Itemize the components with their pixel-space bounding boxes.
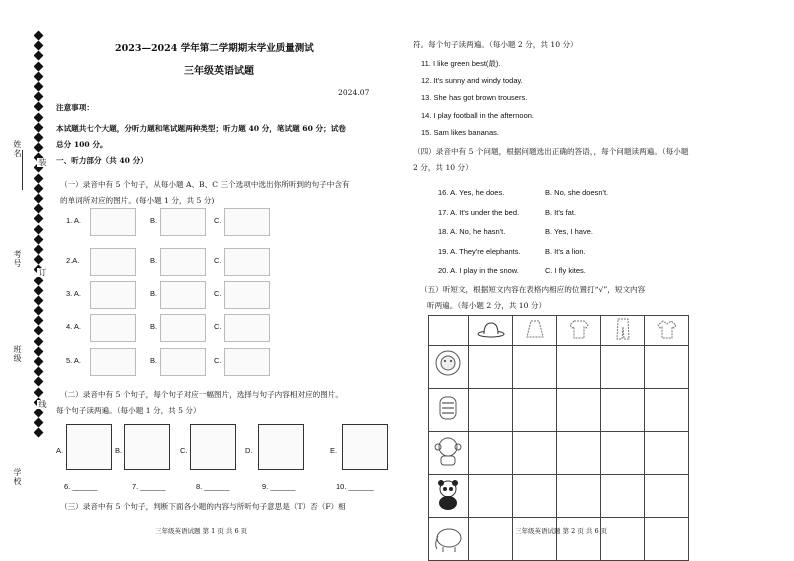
answer-option-a[interactable]: 19. A. They're elephants. [438,246,521,256]
option-label: B. [150,356,158,365]
option-label: C. [214,356,222,365]
panda-group-sketch-image [90,208,136,236]
part2-instruction-1: （二）录音中有 5 个句子，每个句子对应一幅图片，选择与句子内容相对应的图片。 [60,390,344,399]
answer-blank[interactable]: 6. ______ [64,482,98,491]
statement-item: 11. I like green best(最). [421,59,501,68]
answer-option-b[interactable]: B. Yes, I have. [545,227,593,236]
binding-diamond [34,183,43,193]
part1-instruction-1: （一）录音中有 5 个句子，从每小题 A、B、C 三个选项中选出你所听到的句子中含有 [60,180,350,189]
answer-blank[interactable]: 7. ______ [132,482,166,491]
binding-diamond [34,194,43,204]
page1-footer: 三年级英语试题 第 1 页 共 6 页 [155,527,248,535]
answer-option-b[interactable]: B. It's fat. [545,207,577,217]
textbook-image [160,281,206,309]
binding-diamond [34,377,43,387]
binding-diamond [34,173,43,183]
option-label: B. [150,216,158,225]
binding-diamond [34,81,43,91]
id-label: 考号 [13,250,22,268]
picnic-picture [124,424,170,470]
answer-blank[interactable]: 8. ______ [196,482,230,491]
answer-option-b[interactable]: C. I fly kites. [545,266,586,275]
fishing-boy-image [160,208,206,236]
bind-mark: 订 [38,268,47,277]
monkey-icon [429,432,469,475]
binding-diamond [34,367,43,377]
part5-instruction-2: 听两遍。（每小题 2 分，共 10 分） [427,301,547,310]
binding-diamond [34,387,43,397]
binding-diamond [34,92,43,102]
hat-icon [469,316,513,346]
part5-answer-grid [428,315,689,561]
notes-line-1: 本试题共七个大题，分听力题和笔试题两种类型；听力题 40 分，笔试题 60 分；试卷 [56,124,346,133]
option-label: 2.A. [66,256,80,265]
answer-option-a[interactable]: 20. A. I play in the snow. [438,266,519,275]
binding-diamond [34,295,43,305]
binding-diamond [34,204,43,214]
option-label: 1. A. [66,216,82,225]
binding-diamond [34,132,43,142]
answer-option-b[interactable]: B. It's a lion. [545,246,586,256]
binding-diamond [34,224,43,234]
option-label: B. [150,322,158,331]
trousers-icon [601,316,645,346]
binding-diamond [34,336,43,346]
binding-diamond [34,428,43,438]
binding-diamond [34,357,43,367]
part1-instruction-2: 的单词所对应的图片。(每小题 1 分，共 5 分) [60,196,215,205]
apples-pile-image [90,314,136,342]
statement-item: 14. I play football in the afternoon. [421,110,534,120]
binding-diamond [34,418,43,428]
english-book-image [90,281,136,309]
tiger-icon [429,389,469,432]
binding-diamond [34,234,43,244]
sweater-icon [557,316,601,346]
noodles-bowl-image [160,314,206,342]
binding-diamond [34,326,43,336]
panda-icon [429,475,469,518]
option-label: C. [214,322,222,331]
statement-item: 15. Sam likes bananas. [421,128,499,137]
closed-box-image [160,248,206,276]
binding-diamond [34,306,43,316]
skirt-icon [513,316,557,346]
elephant-icon [429,518,469,561]
part3-instruction-1: （三）录音中有 5 个句子，判断下面各小题的内容与所听句子意思是（T）否（F）相 [60,502,346,511]
page2-footer: 三年级英语试题 第 2 页 共 6 页 [515,527,608,535]
bike-image [224,348,270,376]
exam-title: 2023—2024 学年第二学期期末学业质量测试 [115,43,314,54]
answer-blank[interactable]: 9. ______ [262,482,296,491]
statement-item: 12. It's sunny and windy today. [421,75,523,85]
monkey-picture [66,424,112,470]
binding-diamond [34,244,43,254]
binding-diamond [34,255,43,265]
name-label: 姓名 [13,140,22,158]
open-box-image [90,248,136,276]
picture-option-label: B. [115,446,123,455]
binding-diamond [34,41,43,51]
notes-heading: 注意事项： [56,103,94,112]
binding-diamond [34,346,43,356]
binding-diamond [34,285,43,295]
binding-diamond [34,122,43,132]
answer-option-a[interactable]: 16. A. Yes, he does. [438,188,505,197]
swimming-boy-picture [342,424,388,470]
answer-option-a[interactable]: 18. A. No, he hasn't. [438,227,506,236]
part4-instruction-1: （四）录音中有 5 个问题，根据问题选出正确的答语，，每个问题读两遍。（每小题 [413,147,689,156]
round-table-image [224,248,270,276]
option-label: C. [214,256,222,265]
part3-instruction-cont: 符。每个句子读两遍。（每小题 2 分，共 10 分） [413,40,578,49]
exam-date: 2024.07 [338,88,370,97]
option-label: B. [150,256,158,265]
grid-corner [429,316,469,346]
option-label: 4. A. [66,322,82,331]
option-label: C. [214,289,222,298]
rice-bowl-image [224,314,270,342]
binding-diamond [34,214,43,224]
picture-option-label: E. [330,446,338,455]
class-label: 班级 [13,345,22,363]
school-label: 学校 [13,468,22,486]
section-heading: 一、听力部分（共 40 分） [56,156,148,165]
answer-option-a[interactable]: 17. A. It's under the bed. [438,207,520,217]
binding-diamond [34,71,43,81]
picture-option-label: C. [180,446,188,455]
part2-instruction-2: 每个句子读两遍。（每小题 1 分，共 5 分） [56,406,201,415]
english-book-blue-image [224,281,270,309]
option-label: 5. A. [66,356,82,365]
sun-flowers-sketch-image [224,208,270,236]
option-label: 3. A. [66,289,82,298]
notes-line-2: 总分 100 分。 [56,140,108,149]
binding-diamond [34,51,43,61]
binding-diamond [34,61,43,71]
binding-diamond [34,112,43,122]
part5-instruction-1: （五）听短文，根据短文内容在表格内相应的位置打“√”，短文内容 [420,285,646,294]
boy-playing-picture [190,424,236,470]
answer-option-b[interactable]: B. No, she doesn't. [545,188,609,197]
picture-option-label: A. [56,446,64,455]
binding-diamond [34,31,43,41]
option-label: B. [150,289,158,298]
option-label: C. [214,216,222,225]
binding-diamond [34,143,43,153]
binding-diamond [34,102,43,112]
part4-instruction-2: 2 分，共 10 分） [413,163,473,172]
line-mark: 线 [38,400,47,409]
exam-subtitle: 三年级英语试题 [184,66,254,77]
car-image [160,348,206,376]
orange-picture [258,424,304,470]
bus-image [90,348,136,376]
shirt-icon [645,316,689,346]
seal-mark: 装 [38,158,47,167]
lion-icon [429,346,469,389]
answer-blank[interactable]: 10. ______ [336,482,374,491]
statement-item: 13. She has got brown trousers. [421,93,528,102]
picture-option-label: D. [245,446,253,455]
binding-diamond [34,316,43,326]
